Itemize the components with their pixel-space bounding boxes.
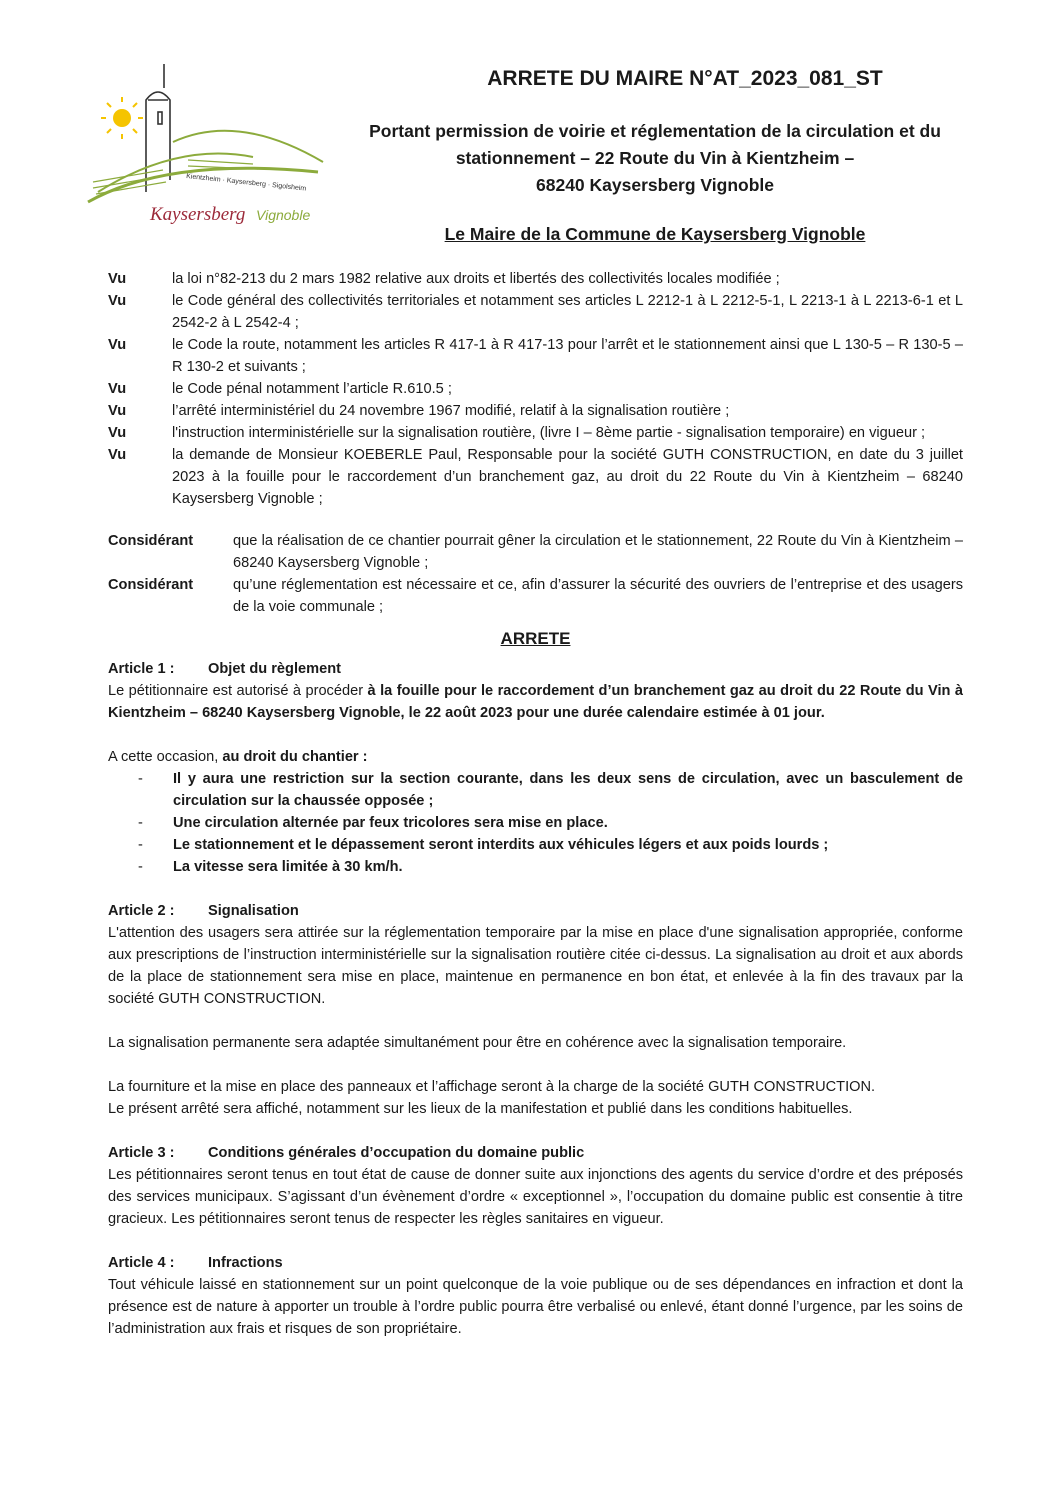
logo-brand-kaysersberg: Kaysersberg [150,204,246,225]
list-item [138,812,963,834]
article-2-heading [108,900,963,922]
considerant-label: Considérant [108,533,194,549]
spacer [108,1054,963,1076]
vu-item [108,422,963,444]
vu-label: Vu [108,425,127,441]
subtitle-line: stationnement – 22 Route du Vin à Kientzheim – [455,148,855,168]
vu-text: le Code la route, notamment les articles R 417-1 à R 417-13 pour l’arrêt et le stationnement ainsi que L 130-5 – R 130-5 – R 130-2 et suivants ; [172,337,963,375]
bullet-dash: - [138,771,143,787]
list-item-text: Il y aura une restriction sur la section courante, dans les deux sens de circulation, avec un basculement de circulation sur la chaussée opposée ; [173,771,963,809]
article-text: Le pétitionnaire est autorisé à procéder [108,683,368,699]
decree-subtitle [345,118,965,199]
logo-brand-vignoble: Vignoble [256,207,311,223]
vu-text: la demande de Monsieur KOEBERLE Paul, Responsable pour la société GUTH CONSTRUCTION, en date du 3 juillet 2023 à la fouille pour le raccordement d’un branchement gaz, au droit du 22 Route du Vin à Kientzheim – 68240 Kaysersberg Vignoble ; [172,447,963,507]
list-item-text: Une circulation alternée par feux tricolores sera mise en place. [173,815,608,831]
vu-label: Vu [108,271,127,287]
vu-label: Vu [108,447,127,463]
article-text-bold: au droit du chantier : [222,749,368,765]
document-body [108,268,963,1340]
article-text: A cette occasion, [108,749,223,765]
article-1-paragraph [108,680,963,724]
spacer [108,1120,963,1142]
vu-item [108,268,963,290]
bullet-dash: - [138,837,143,853]
vu-text: le Code pénal notamment l’article R.610.5 ; [172,381,452,397]
article-3-paragraph: Les pétitionnaires seront tenus en tout état de cause de donner suite aux injonctions des agents du service d’ordre et des préposés des services municipaux. S’agissant d’un évènement d’ordre « exceptionnel », l’occupation du domaine public est consentie à titre gracieux. Les pétitionnaires seront tenus de respecter les règles sanitaires en vigueur. [108,1167,963,1227]
vu-text: la loi n°82-213 du 2 mars 1982 relative aux droits et libertés des collectivités locales modifiée ; [172,271,780,287]
article-2-paragraph: Le présent arrêté sera affiché, notamment sur les lieux de la manifestation et publié dans les conditions habituelles. [108,1101,853,1117]
vu-label: Vu [108,381,127,397]
list-item [138,834,963,856]
considerant-label: Considérant [108,577,194,593]
bullet-dash: - [138,815,143,831]
article-2-paragraph: La signalisation permanente sera adaptée simultanément pour être en cohérence avec la signalisation temporaire. [108,1035,847,1051]
decree-title: ARRETE DU MAIRE N°AT_2023_081_ST [487,67,883,90]
article-title: Infractions [208,1255,283,1271]
article-number: Article 4 : [108,1255,175,1271]
vu-text: l'instruction interministérielle sur la signalisation routière, (livre I – 8ème partie - signalisation temporaire) en vigueur ; [172,425,926,441]
article-text-bold: à la fouille pour le raccordement d’un branchement gaz au droit du 22 Route du Vin à Kientzheim – 68240 Kaysersberg Vignoble, le 22 août 2023 pour une durée calendaire estimée à 01 jour. [108,683,963,721]
vu-item [108,290,963,334]
article-title: Signalisation [208,903,299,919]
article-3-heading [108,1142,963,1164]
article-title: Objet du règlement [208,661,341,677]
logo-graphic [78,62,328,232]
article-4-paragraph: Tout véhicule laissé en stationnement sur un point quelconque de la voie publique ou de ses dépendances en infraction et dont la présence est de nature à apporter un trouble à l’ordre public pourra être verbalisé ou enlevé, étant donné l’urgence, par les soins de l’administration aux frais et risques de son propriétaire. [108,1277,963,1337]
arrete-heading: ARRETE [500,629,571,648]
sun-icon [101,97,143,139]
vu-label: Vu [108,293,127,309]
article-number: Article 1 : [108,661,175,677]
logo-towns-text: Kientzheim · Kaysersberg · Sigolsheim [185,173,307,193]
vu-item [108,444,963,510]
spacer [108,1230,963,1252]
article-title: Conditions générales d’occupation du domaine public [208,1145,585,1161]
article-number: Article 2 : [108,903,175,919]
subtitle-line: Portant permission de voirie et réglementation de la circulation et du [369,121,941,141]
vu-text: l’arrêté interministériel du 24 novembre 1967 modifié, relatif à la signalisation routière ; [172,403,730,419]
article-4-heading [108,1252,963,1274]
considerant-item [108,574,963,618]
article-number: Article 3 : [108,1145,175,1161]
considerant-text: qu’une réglementation est nécessaire et ce, afin d’assurer la sécurité des ouvriers de l’entreprise et des usagers de la voie communale ; [233,577,963,615]
vu-label: Vu [108,337,127,353]
bullet-dash: - [138,859,143,875]
vu-label: Vu [108,403,127,419]
subtitle-line: 68240 Kaysersberg Vignoble [536,175,774,195]
list-item [138,856,963,878]
article-1-occasion [108,746,963,768]
vineyard-hills-icon [88,131,323,202]
vu-item [108,378,963,400]
vu-item [108,400,963,422]
list-item-text: La vitesse sera limitée à 30 km/h. [173,859,403,875]
considerant-text: que la réalisation de ce chantier pourrait gêner la circulation et le stationnement, 22 Route du Vin à Kientzheim – 68240 Kaysersberg Vignoble ; [233,533,963,571]
vu-item [108,334,963,378]
authority-heading: Le Maire de la Commune de Kaysersberg Vignoble [444,224,866,244]
list-item [138,768,963,812]
spacer [108,1010,963,1032]
article-1-heading [108,658,963,680]
vu-text: le Code général des collectivités territoriales et notamment ses articles L 2212-1 à L 2212-5-1, L 2213-1 à L 2213-6-1 et L 2542-2 à L 2542-4 ; [172,293,963,331]
article-2-paragraph: L'attention des usagers sera attirée sur la réglementation temporaire par la mise en place d'une signalisation appropriée, conforme aux prescriptions de l’instruction interministérielle sur la signalisation routière citée ci-dessus. La signalisation au droit et aux abords de la place de stationnement sera mise en place, maintenue en permanence en bon état, et enlevée à la fin des travaux par la société GUTH CONSTRUCTION. [108,925,963,1007]
considerant-section [108,530,963,618]
spacer [108,878,963,900]
considerant-item [108,530,963,574]
measures-list [108,768,963,878]
spacer [108,724,963,746]
list-item-text: Le stationnement et le dépassement seront interdits aux véhicules légers et aux poids lourds ; [173,837,829,853]
commune-logo [78,62,328,232]
article-2-paragraph: La fourniture et la mise en place des panneaux et l’affichage seront à la charge de la société GUTH CONSTRUCTION. [108,1079,876,1095]
